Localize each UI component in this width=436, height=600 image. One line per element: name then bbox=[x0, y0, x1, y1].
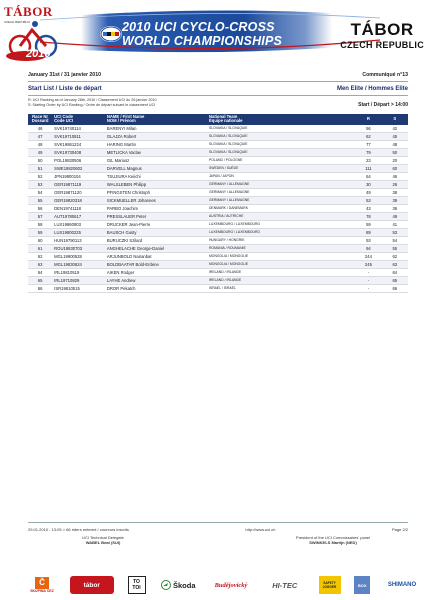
note-ranking: R: UCI Ranking as of January 26th, 2010 / Classement UCI du 26 janvier 2010 bbox=[28, 98, 157, 102]
cell-name: DRUCKER Jean-Pierre bbox=[105, 220, 207, 228]
cell-s: 48 bbox=[382, 140, 408, 148]
cell-code: ROU19830703 bbox=[52, 244, 105, 252]
cell-dos: 50 bbox=[28, 156, 52, 164]
cell-team: LUXEMBOURG / LUXEMBOURG bbox=[207, 220, 355, 228]
signature-technical-delegate bbox=[28, 535, 178, 545]
sponsor-safety-text: SAFETY JOGGER bbox=[322, 581, 337, 589]
cell-name: BURUCZKI Szilard bbox=[105, 236, 207, 244]
sponsor-strip bbox=[28, 572, 420, 598]
col-header-r bbox=[355, 114, 381, 125]
cell-team: SLOVAKIA / SLOVAQUIE bbox=[207, 132, 355, 140]
cell-dos: 63 bbox=[28, 260, 52, 268]
cell-s: 49 bbox=[382, 212, 408, 220]
tabor-logo-sub: CZECH REPUBLIC bbox=[4, 20, 31, 24]
table-row bbox=[28, 164, 408, 172]
signature-commissaires-president bbox=[258, 535, 408, 545]
table-header-row bbox=[28, 114, 408, 125]
cell-team: ROMANIA / ROUMANIE bbox=[207, 244, 355, 252]
cell-r: - bbox=[355, 268, 381, 276]
sig-right-name: SWINKELS Martijn (NED) bbox=[309, 540, 357, 545]
cell-name: TSUJIURA Keiichi bbox=[105, 172, 207, 180]
col-header-s bbox=[382, 114, 408, 125]
cell-s: 39 bbox=[382, 196, 408, 204]
sponsor-skoda-text: Škoda bbox=[172, 580, 196, 590]
championship-title-line2: WORLD CHAMPIONSHIPS bbox=[122, 34, 283, 48]
cell-code: POL19830506 bbox=[52, 156, 105, 164]
cell-s: 64 bbox=[382, 268, 408, 276]
cell-r: 59 bbox=[355, 220, 381, 228]
col-header-name bbox=[105, 114, 207, 125]
cell-r: - bbox=[355, 276, 381, 284]
cell-code: MGL19900528 bbox=[52, 252, 105, 260]
cell-name: AIKEN Rodger bbox=[105, 268, 207, 276]
cell-code: IRL19710829 bbox=[52, 276, 105, 284]
cell-dos: 57 bbox=[28, 212, 52, 220]
cell-code: DEN19741118 bbox=[52, 204, 105, 212]
cell-code: GER19871120 bbox=[52, 188, 105, 196]
cell-name: ANGHELACHE George-Daniel bbox=[105, 244, 207, 252]
cell-name: BOLDBAATAR Bold-Erdene bbox=[105, 260, 207, 268]
cell-team: IRELAND / IRLANDE bbox=[207, 276, 355, 284]
sponsor-shimano-text: SHIMANO bbox=[387, 582, 417, 588]
col-header-r-text: R bbox=[366, 115, 370, 121]
doc-category: Men Elite / Hommes Elite bbox=[336, 86, 408, 92]
cell-dos: 59 bbox=[28, 228, 52, 236]
doc-communique: Communiqué n°13 bbox=[362, 72, 408, 78]
sig-left-role: UCI Technical Delegate bbox=[82, 535, 124, 540]
cell-code: JPN19800104 bbox=[52, 172, 105, 180]
start-time: Start / Départ > 14:00 bbox=[358, 102, 408, 108]
tabor-logo-name: TÁBOR bbox=[4, 4, 53, 19]
cell-dos: 62 bbox=[28, 252, 52, 260]
cell-team: SLOVAKIA / SLOVAQUIE bbox=[207, 140, 355, 148]
col-header-s-text: S bbox=[393, 115, 397, 121]
cell-code: SWE19820602 bbox=[52, 164, 105, 172]
footer bbox=[28, 527, 408, 545]
col-header-dossard bbox=[28, 114, 52, 125]
cell-code: LUX19800225 bbox=[52, 228, 105, 236]
col-header-code-text: UCI Code Code UCI bbox=[54, 113, 73, 124]
cell-code: SVK19730408 bbox=[52, 148, 105, 156]
ranking-notes bbox=[28, 98, 408, 108]
divider bbox=[28, 81, 408, 82]
col-header-team bbox=[207, 114, 355, 125]
cell-dos: 48 bbox=[28, 140, 52, 148]
table-row bbox=[28, 260, 408, 268]
cell-s: 50 bbox=[382, 148, 408, 156]
cell-s: 26 bbox=[382, 180, 408, 188]
table-row bbox=[28, 276, 408, 284]
sponsor-box-logo bbox=[354, 576, 370, 594]
table-row bbox=[28, 204, 408, 212]
sponsor-box-text: BOX bbox=[357, 582, 367, 588]
cell-name: BARENYI Milan bbox=[105, 125, 207, 133]
sponsor-safety-jogger-logo bbox=[319, 576, 341, 594]
footer-page: Page 2/2 bbox=[391, 527, 408, 532]
cell-s: 36 bbox=[382, 204, 408, 212]
cell-s: 38 bbox=[382, 188, 408, 196]
table-row bbox=[28, 284, 408, 292]
cell-dos: 52 bbox=[28, 172, 52, 180]
host-country: CZECH REPUBLIC bbox=[340, 40, 424, 50]
start-list-table bbox=[28, 114, 408, 293]
cell-team: SLOVAKIA / SLOVAQUIE bbox=[207, 125, 355, 133]
cell-dos: 58 bbox=[28, 220, 52, 228]
cell-name: GIL Mariusz bbox=[105, 156, 207, 164]
cell-code: IRL19810519 bbox=[52, 268, 105, 276]
cell-r: 53 bbox=[355, 196, 381, 204]
cell-dos: 47 bbox=[28, 132, 52, 140]
cell-r: - bbox=[355, 284, 381, 292]
host-city-block bbox=[340, 20, 424, 50]
doc-topline bbox=[28, 72, 408, 78]
table-row bbox=[28, 196, 408, 204]
cell-dos: 55 bbox=[28, 196, 52, 204]
table-row bbox=[28, 220, 408, 228]
cell-r: 56 bbox=[355, 125, 381, 133]
cell-r: 111 bbox=[355, 164, 381, 172]
uci-globe-icon bbox=[100, 26, 122, 42]
cell-name: DROR Pekatch bbox=[105, 284, 207, 292]
championship-title bbox=[122, 20, 282, 48]
table-row bbox=[28, 132, 408, 140]
cell-code: SVK19710811 bbox=[52, 132, 105, 140]
divider bbox=[28, 95, 408, 96]
cell-name: PRESSLAUER Peter bbox=[105, 212, 207, 220]
cell-r: 30 bbox=[355, 180, 381, 188]
footer-entries: 29.01.2010 - 13:05 > 66 riders entered / coureurs inscrits bbox=[28, 527, 129, 532]
cell-code: ISR19810515 bbox=[52, 284, 105, 292]
cell-team: SLOVAKIA / SLOVAQUIE bbox=[207, 148, 355, 156]
sponsor-budejovicky-logo bbox=[211, 576, 251, 594]
table-row bbox=[28, 268, 408, 276]
cell-r: 94 bbox=[355, 244, 381, 252]
host-city: TÁBOR bbox=[350, 20, 414, 39]
sponsor-cez-logo bbox=[28, 576, 56, 594]
cell-name: LAYHE Andrew bbox=[105, 276, 207, 284]
col-header-team-text: National Team Équipe nationale bbox=[208, 113, 243, 124]
table-row bbox=[28, 252, 408, 260]
table-row bbox=[28, 148, 408, 156]
cell-team: LUXEMBOURG / LUXEMBOURG bbox=[207, 228, 355, 236]
cell-name: HARING Martin bbox=[105, 140, 207, 148]
col-header-code bbox=[52, 114, 105, 125]
doc-date: January 31st / 31 janvier 2010 bbox=[28, 72, 101, 78]
col-header-dossard-text: Race Nr Dossard bbox=[31, 113, 49, 124]
sponsor-hitec-text: HI-TEC bbox=[272, 580, 298, 590]
skoda-arrow-icon bbox=[161, 580, 171, 590]
cell-code: SVK19861224 bbox=[52, 140, 105, 148]
sponsor-toi-logo bbox=[128, 576, 146, 594]
table-row bbox=[28, 156, 408, 164]
table-row bbox=[28, 180, 408, 188]
cell-code: LUX19860903 bbox=[52, 220, 105, 228]
cell-code: AUT19780617 bbox=[52, 212, 105, 220]
doc-titleline bbox=[28, 86, 408, 92]
cell-name: BAUSCH Gusty bbox=[105, 228, 207, 236]
cell-r: 79 bbox=[355, 148, 381, 156]
cell-team: JAPAN / JAPON bbox=[207, 172, 355, 180]
cell-r: 77 bbox=[355, 140, 381, 148]
cell-r: 78 bbox=[355, 212, 381, 220]
cell-team: HUNGARY / HONGRIE bbox=[207, 236, 355, 244]
cell-s: 46 bbox=[382, 172, 408, 180]
cell-s: 62 bbox=[382, 252, 408, 260]
cell-name: PARBO Joachim bbox=[105, 204, 207, 212]
cell-dos: 56 bbox=[28, 204, 52, 212]
cell-s: 66 bbox=[382, 284, 408, 292]
cell-name: METLICKA Vaclav bbox=[105, 148, 207, 156]
cell-r: 93 bbox=[355, 236, 381, 244]
sig-right-role: President of the UCI Commissaires' panel bbox=[295, 535, 371, 540]
cell-team: POLAND / POLOGNE bbox=[207, 156, 355, 164]
cell-name: WALSLEBEN Philipp bbox=[105, 180, 207, 188]
sponsor-shimano-logo bbox=[384, 576, 420, 594]
cell-s: 54 bbox=[382, 236, 408, 244]
cell-dos: 60 bbox=[28, 236, 52, 244]
table-row bbox=[28, 140, 408, 148]
cell-code: MGL19830624 bbox=[52, 260, 105, 268]
table-row bbox=[28, 228, 408, 236]
cell-r: 49 bbox=[355, 188, 381, 196]
cell-dos: 46 bbox=[28, 125, 52, 133]
table-row bbox=[28, 125, 408, 133]
cell-r: 23 bbox=[355, 156, 381, 164]
sponsor-toi-text: TO TOI bbox=[132, 579, 141, 591]
table-row bbox=[28, 212, 408, 220]
cell-team: GERMANY / ALLEMAGNE bbox=[207, 196, 355, 204]
table-row bbox=[28, 236, 408, 244]
sponsor-tabor-logo bbox=[70, 576, 114, 594]
cell-dos: 54 bbox=[28, 188, 52, 196]
cell-dos: 49 bbox=[28, 148, 52, 156]
cell-s: 55 bbox=[382, 244, 408, 252]
sponsor-budejovicky-text: Budějovický bbox=[214, 581, 248, 589]
cell-team: DENMARK / DANEMARK bbox=[207, 204, 355, 212]
cell-team: MONGOLIA / MONGOLIE bbox=[207, 252, 355, 260]
cell-name: SICKMUELLER Johannes bbox=[105, 196, 207, 204]
tabor-logo bbox=[4, 4, 66, 60]
cell-team: ISRAEL / ISRAËL bbox=[207, 284, 355, 292]
cell-s: 65 bbox=[382, 276, 408, 284]
cell-dos: 61 bbox=[28, 244, 52, 252]
cell-name: GLAJZA Robert bbox=[105, 132, 207, 140]
cell-s: 20 bbox=[382, 156, 408, 164]
table-row bbox=[28, 188, 408, 196]
tabor-logo-year: 2010 bbox=[26, 48, 51, 60]
cell-r: 62 bbox=[355, 132, 381, 140]
cell-s: 60 bbox=[382, 164, 408, 172]
cell-team: GERMANY / ALLEMAGNE bbox=[207, 188, 355, 196]
cell-code: GER19820318 bbox=[52, 196, 105, 204]
sponsor-skoda-logo bbox=[159, 576, 197, 594]
cell-s: 45 bbox=[382, 132, 408, 140]
cell-dos: 51 bbox=[28, 164, 52, 172]
col-header-name-text: NAME / First Name NOM / Prénom bbox=[106, 113, 145, 124]
cell-dos: 66 bbox=[28, 284, 52, 292]
cell-s: 41 bbox=[382, 220, 408, 228]
cell-s: 42 bbox=[382, 125, 408, 133]
doc-title: Start List / Liste de départ bbox=[28, 86, 102, 92]
divider bbox=[28, 522, 408, 523]
cell-name: DARVELL Magnus bbox=[105, 164, 207, 172]
cell-name: ARJUNBOLD Nairanbat bbox=[105, 252, 207, 260]
cell-team: GERMANY / ALLEMAGNE bbox=[207, 180, 355, 188]
cell-team: IRELAND / IRLANDE bbox=[207, 268, 355, 276]
sponsor-cez-text: SKUPINA ČEZ bbox=[30, 589, 54, 593]
cell-r: 64 bbox=[355, 172, 381, 180]
note-starting-order: S: Starting Order by UCI Ranking / Ordre de départ suivant le classement UCI bbox=[28, 103, 156, 107]
cell-team: MONGOLIA / MONGOLIE bbox=[207, 260, 355, 268]
cell-code: SVK19740114 bbox=[52, 125, 105, 133]
cell-r: 245 bbox=[355, 260, 381, 268]
table-body bbox=[28, 125, 408, 293]
sig-left-name: WABEL Beat (SUI) bbox=[85, 540, 121, 545]
cell-r: 244 bbox=[355, 252, 381, 260]
cez-mark-icon: Č bbox=[35, 577, 49, 589]
cell-s: 53 bbox=[382, 228, 408, 236]
cell-code: GER19871119 bbox=[52, 180, 105, 188]
sponsor-tabor-text: tábor bbox=[83, 581, 100, 589]
cell-r: 43 bbox=[355, 204, 381, 212]
championship-title-line1: 2010 UCI CYCLO-CROSS bbox=[122, 20, 275, 34]
cell-team: AUSTRIA / AUTRICHE bbox=[207, 212, 355, 220]
header-banner bbox=[0, 0, 436, 62]
cell-dos: 65 bbox=[28, 276, 52, 284]
cell-team: SWEDEN / SUÈDE bbox=[207, 164, 355, 172]
footer-url-link[interactable]: http://www.uci.ch bbox=[245, 527, 276, 532]
cell-dos: 64 bbox=[28, 268, 52, 276]
cell-code: HUN19790113 bbox=[52, 236, 105, 244]
cell-name: PFINGSTEN Christoph bbox=[105, 188, 207, 196]
sponsor-hitec-logo bbox=[265, 576, 305, 594]
cell-s: 63 bbox=[382, 260, 408, 268]
cell-dos: 53 bbox=[28, 180, 52, 188]
table-row bbox=[28, 244, 408, 252]
table-row bbox=[28, 172, 408, 180]
cell-r: 89 bbox=[355, 228, 381, 236]
